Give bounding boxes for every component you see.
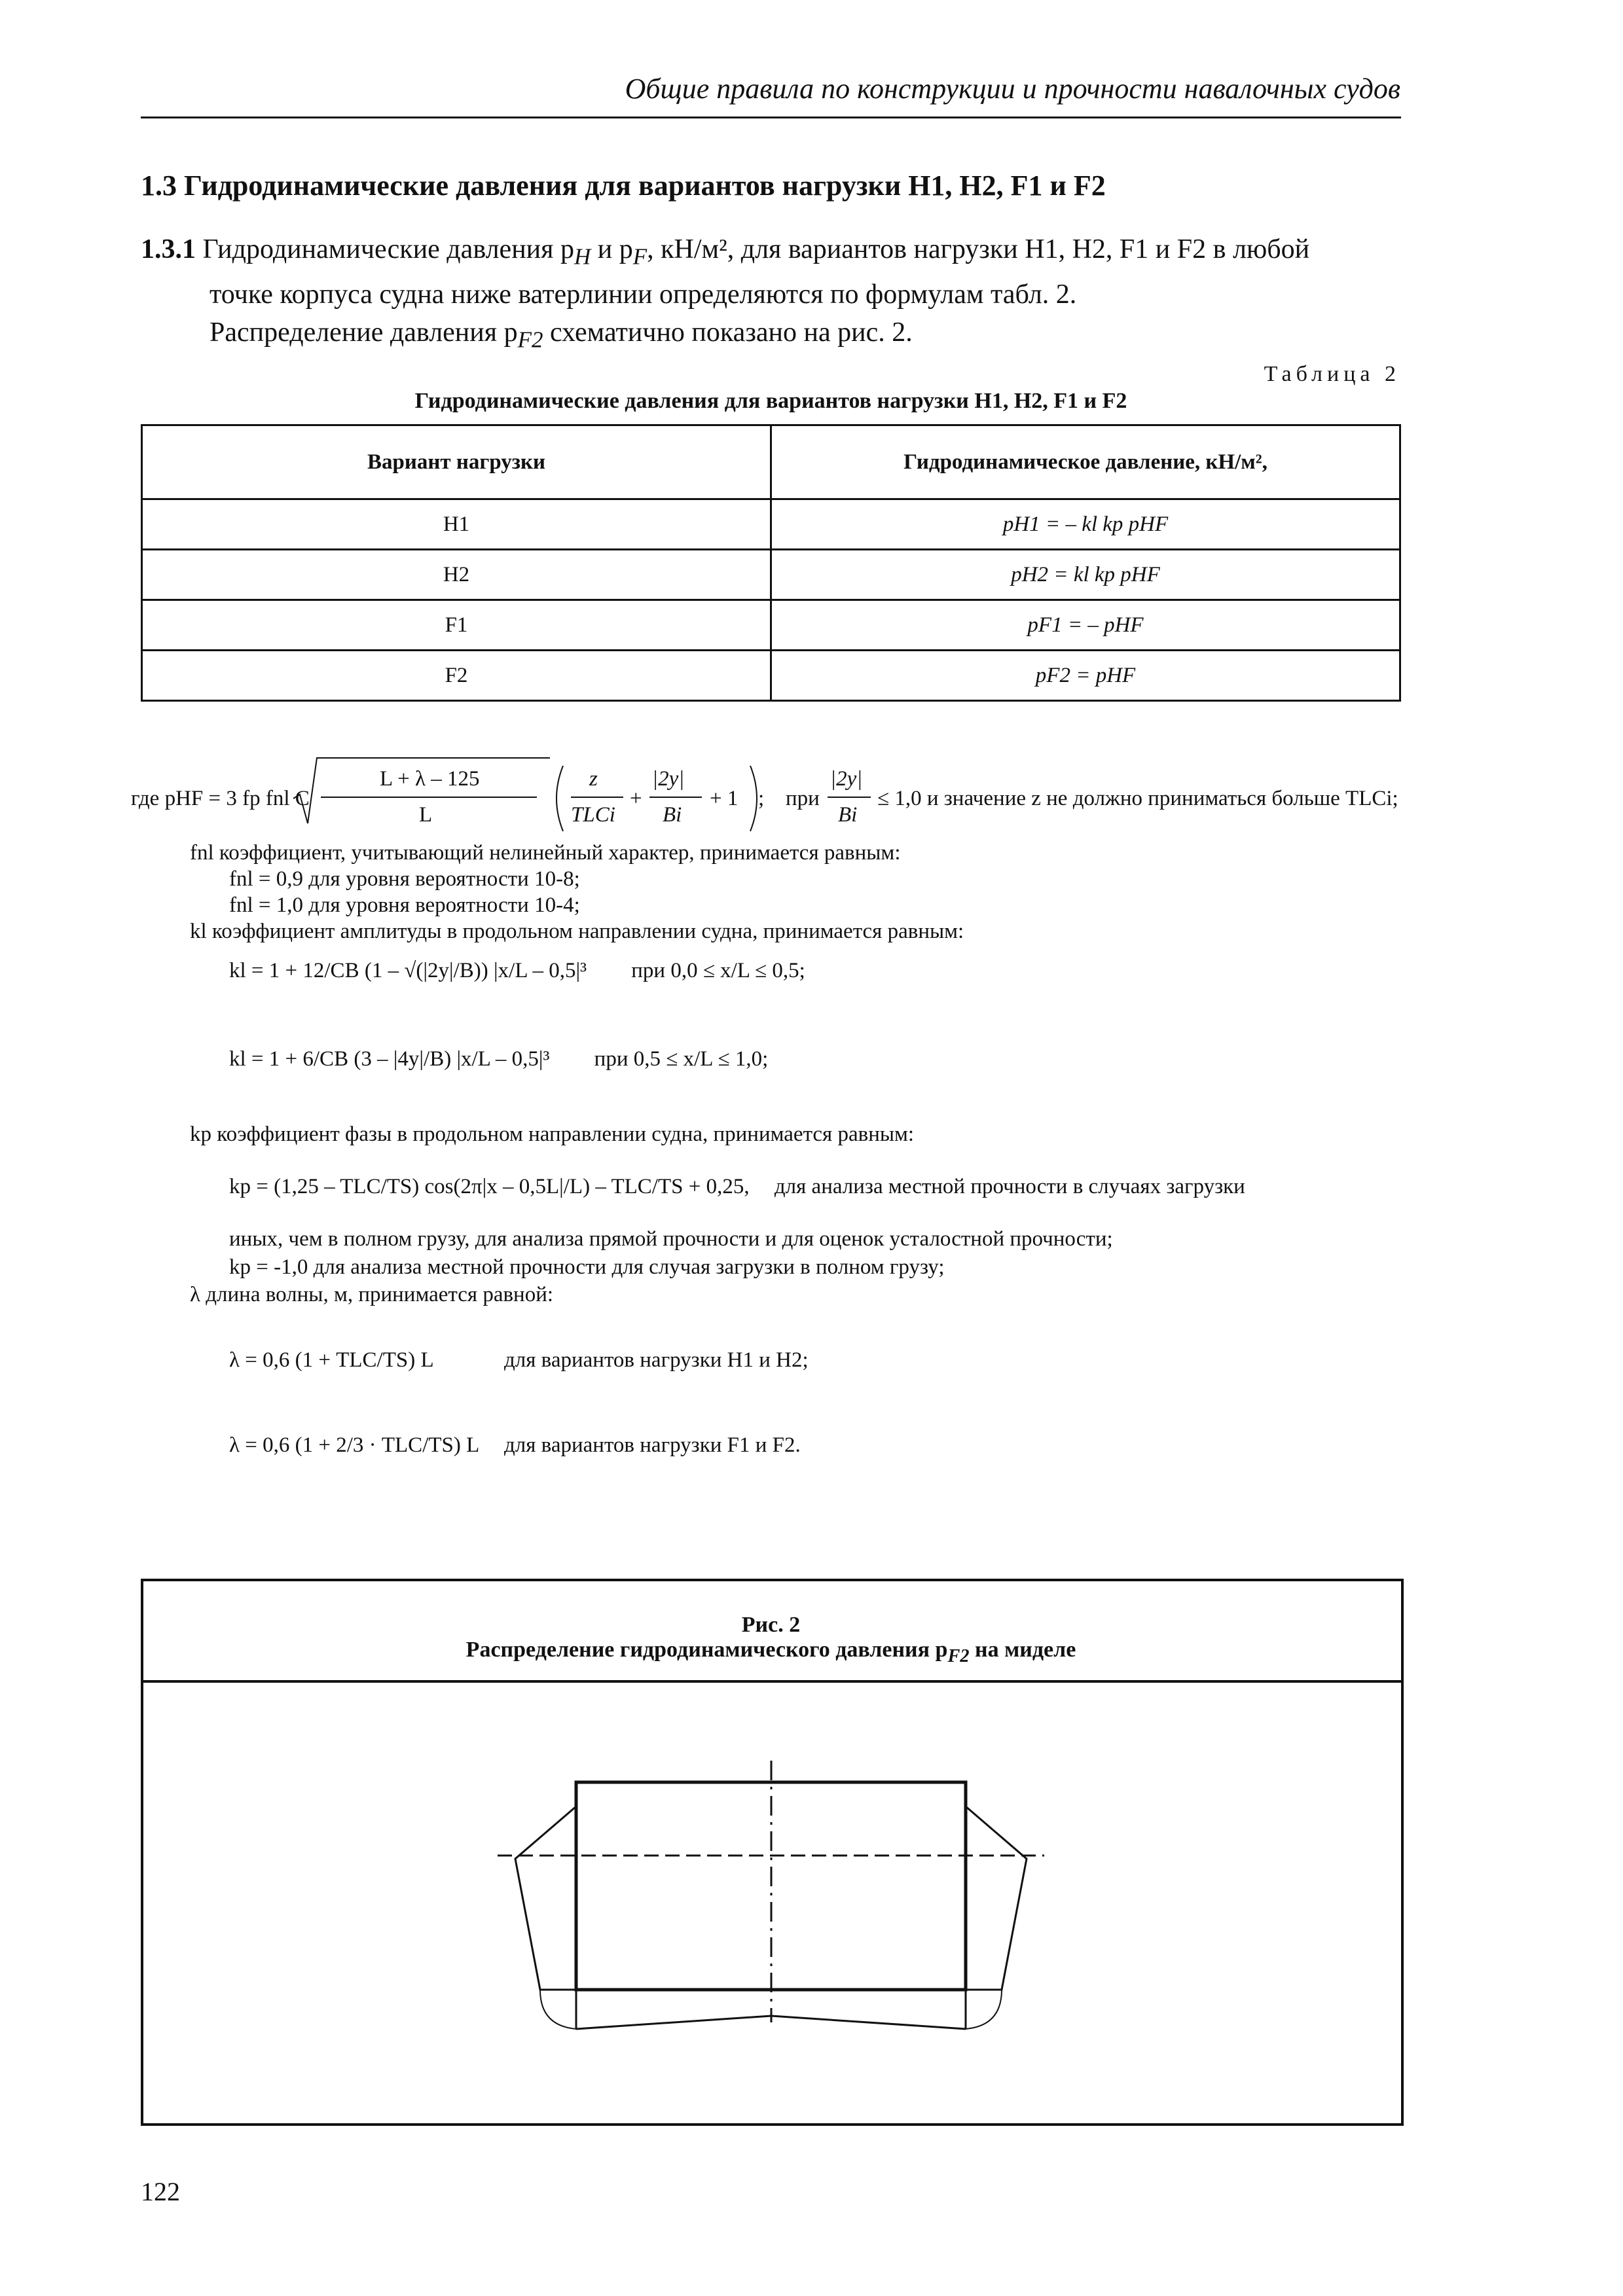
phf-f1-num: z bbox=[589, 767, 598, 791]
fnl-value-2: fnl = 1,0 для уровня вероятности 10-4; bbox=[229, 893, 580, 917]
pressure-envelope-right bbox=[966, 1806, 1027, 1990]
phf-semicolon: ; bbox=[758, 787, 765, 810]
phf-sqrt-num: L + λ – 125 bbox=[380, 767, 480, 791]
figure-caption bbox=[141, 1638, 1401, 1667]
table-label: Таблица 2 bbox=[1264, 362, 1400, 386]
kp-formula-2: kp = -1,0 для анализа местной прочности для случая загрузки в полном грузу; bbox=[229, 1255, 945, 1279]
kp-formula-1-row bbox=[229, 1175, 1245, 1199]
kl-formula-2-row bbox=[229, 1047, 768, 1071]
pressure-table bbox=[141, 424, 1401, 702]
lambda-formula-2-cond: для вариантов нагрузки F1 и F2. bbox=[504, 1433, 801, 1457]
phf-sqrt-den: L bbox=[419, 803, 433, 827]
section-title: 1.3 Гидродинамические давления для вариантов нагрузки H1, H2, F1 и F2 bbox=[141, 170, 1106, 202]
phf-cond: при bbox=[786, 787, 820, 810]
figure-caption-a: Распределение гидродинамического давления p bbox=[465, 1638, 948, 1662]
sub-f2: F2 bbox=[517, 327, 543, 353]
figure-header bbox=[141, 1579, 1401, 1683]
kl-formula-1-cond: при 0,0 ≤ x/L ≤ 0,5; bbox=[631, 959, 805, 982]
header-pressure: Гидродинамическое давление, кН/м², bbox=[771, 425, 1400, 499]
kl-formula-1-row bbox=[229, 959, 805, 983]
phf-f2-num: |2y| bbox=[652, 767, 685, 791]
table-row bbox=[142, 600, 1400, 651]
fnl-desc: fnl коэффициент, учитывающий нелинейный характер, принимается равным: bbox=[190, 841, 901, 865]
phf-plus: + bbox=[630, 787, 642, 810]
kl-formula-2: kl = 1 + 6/CB (3 – |4y|/B) |x/L – 0,5|³ bbox=[229, 1047, 550, 1071]
kl-formula-1: kl = 1 + 12/CB (1 – √(|2y|/B)) |x/L – 0,5|³ bbox=[229, 959, 587, 982]
phf-formula bbox=[131, 746, 1401, 838]
paragraph-1-3-1 bbox=[141, 230, 1401, 359]
lambda-desc: λ длина волны, м, принимается равной: bbox=[190, 1283, 554, 1306]
kp-formula-1-cond: для анализа местной прочности в случаях загрузки bbox=[774, 1175, 1245, 1198]
lambda-formula-1: λ = 0,6 (1 + TLC/TS) L bbox=[229, 1348, 434, 1372]
formula-cell: pF2 = pHF bbox=[771, 651, 1400, 701]
lambda-formula-1-cond: для вариантов нагрузки H1 и H2; bbox=[504, 1348, 809, 1372]
definitions bbox=[190, 840, 964, 944]
phf-formula-svg bbox=[131, 746, 1401, 838]
case-cell: H1 bbox=[142, 499, 771, 550]
para-line-3a: Распределение давления p bbox=[210, 317, 518, 348]
para-text-c: , кН/м², для вариантов нагрузки H1, H2, F1 и F2 в любой bbox=[647, 234, 1310, 264]
kl-desc: kl коэффициент амплитуды в продольном направлении судна, принимается равным: bbox=[190, 920, 964, 943]
para-line-3b: схематично показано на рис. 2. bbox=[543, 317, 913, 348]
para-line-3 bbox=[141, 314, 1401, 359]
phf-f1-den: TLCi bbox=[571, 803, 615, 827]
lambda-formula-1-row bbox=[229, 1348, 809, 1372]
case-cell: H2 bbox=[142, 550, 771, 600]
para-line-2: точке корпуса судна ниже ватерлинии определяются по формулам табл. 2. bbox=[210, 279, 1077, 310]
table-row bbox=[142, 651, 1400, 701]
formula-cell: pF1 = – pHF bbox=[771, 600, 1400, 651]
table-header-row bbox=[142, 425, 1400, 499]
kp-desc: kp коэффициент фазы в продольном направлении судна, принимается равным: bbox=[190, 1122, 915, 1146]
case-cell: F2 bbox=[142, 651, 771, 701]
bilge-left bbox=[540, 1990, 576, 2029]
bilge-right bbox=[966, 1990, 1002, 2029]
figure-title: Рис. 2 bbox=[741, 1613, 801, 1637]
para-text-b: и p bbox=[591, 234, 633, 264]
formula-cell: pH2 = kl kp pHF bbox=[771, 550, 1400, 600]
phf-f2-den: Bi bbox=[663, 803, 682, 827]
header-rule bbox=[141, 117, 1401, 118]
phf-cond-den: Bi bbox=[838, 803, 858, 827]
table-caption: Гидродинамические давления для вариантов нагрузки H1, H2, F1 и F2 bbox=[414, 389, 1127, 413]
formula-cell: pH1 = – kl kp pHF bbox=[771, 499, 1400, 550]
paragraph-number: 1.3.1 bbox=[141, 234, 196, 264]
kp-formula-1-cont: иных, чем в полном грузу, для анализа прямой прочности и для оценок усталостной прочности; bbox=[229, 1227, 1113, 1251]
pressure-envelope-left bbox=[515, 1806, 576, 1990]
phf-plus1: + 1 bbox=[710, 787, 739, 810]
midship-section-diagram bbox=[141, 1682, 1401, 2121]
sub-f: F bbox=[632, 243, 647, 270]
lambda-formula-2: λ = 0,6 (1 + 2/3 · TLC/TS) L bbox=[229, 1433, 480, 1457]
kp-formula-1: kp = (1,25 – TLC/TS) cos(2π|x – 0,5L|/L) – TLC/TS + 0,25, bbox=[229, 1175, 750, 1198]
sub-h: H bbox=[574, 243, 591, 270]
figure-caption-sub: F2 bbox=[947, 1645, 970, 1666]
kl-formula-2-cond: при 0,5 ≤ x/L ≤ 1,0; bbox=[594, 1047, 769, 1071]
para-text-a: Гидродинамические давления p bbox=[202, 234, 574, 264]
lambda-formula-2-row bbox=[229, 1433, 801, 1458]
phf-cond-num: |2y| bbox=[830, 767, 863, 791]
table-row bbox=[142, 550, 1400, 600]
fnl-value-1: fnl = 0,9 для уровня вероятности 10-8; bbox=[229, 867, 580, 891]
case-cell: F1 bbox=[142, 600, 771, 651]
table-row bbox=[142, 499, 1400, 550]
phf-tail: ≤ 1,0 и значение z не должно приниматься больше TLCi; bbox=[877, 787, 1398, 810]
header-load-case: Вариант нагрузки bbox=[142, 425, 771, 499]
phf-prefix: где pHF = 3 fp fnl C bbox=[131, 787, 310, 810]
running-title: Общие правила по конструкции и прочности навалочных судов bbox=[625, 73, 1400, 105]
figure-caption-b: на миделе bbox=[969, 1638, 1076, 1662]
page-number: 122 bbox=[141, 2177, 180, 2206]
